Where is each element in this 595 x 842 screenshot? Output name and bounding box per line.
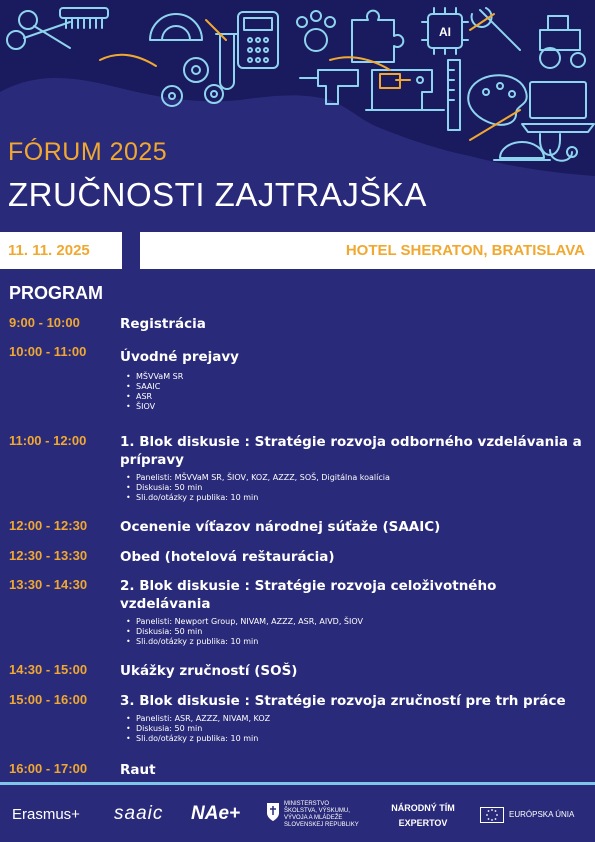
program-item-time: 9:00 - 10:00 <box>9 315 80 330</box>
detail-item: • ASR <box>124 392 584 402</box>
ministry-crest-icon <box>266 802 280 822</box>
erasmus-logo: Erasmus+ <box>12 806 80 823</box>
program-item-details <box>124 714 584 744</box>
ai-chip-label: AI <box>439 25 451 39</box>
team-line: EXPERTOV <box>398 818 448 828</box>
team-logo-text <box>383 801 463 831</box>
program-item-title: Obed (hotelová reštaurácia) <box>120 549 335 565</box>
program-item-title: Ukážky zručností (SOŠ) <box>120 663 298 679</box>
footer-divider <box>0 782 595 785</box>
program-item-title: Úvodné prejavy <box>120 349 239 365</box>
ministry-logo-text <box>284 801 359 829</box>
detail-item: • MŠVVaM SR <box>124 372 584 382</box>
program-item-time: 16:00 - 17:00 <box>9 761 88 776</box>
eu-flag-icon <box>480 807 504 823</box>
program-item-time: 12:00 - 12:30 <box>9 518 88 533</box>
detail-item: • Diskusia: 50 min <box>124 724 584 734</box>
tools-illustration-banner <box>0 0 595 200</box>
program-item-time: 10:00 - 11:00 <box>9 344 87 359</box>
program-item-title: 3. Blok diskusie : Stratégie rozvoja zručností pre trh práce <box>120 693 566 709</box>
main-title: ZRUČNOSTI ZAJTRAJŠKA <box>8 176 427 213</box>
program-item-time: 13:30 - 14:30 <box>9 577 88 592</box>
detail-item: • Panelisti: Newport Group, NIVAM, AZZZ, ASR, AIVD, ŠIOV <box>124 617 584 627</box>
detail-item: • ŠIOV <box>124 402 584 412</box>
program-item-details <box>124 473 584 503</box>
program-item-title: 2. Blok diskusie : Stratégie rozvoja celoživotného vzdelávania <box>120 578 497 612</box>
saaic-logo: saaic <box>114 803 164 824</box>
detail-item: • Sli.do/otázky z publika: 10 min <box>124 637 584 647</box>
event-date: 11. 11. 2025 <box>0 232 122 269</box>
program-heading: PROGRAM <box>9 283 103 303</box>
program-item-time: 14:30 - 15:00 <box>9 662 88 677</box>
program-item-title: Registrácia <box>120 316 206 332</box>
ministry-line: MINISTERSTVO <box>284 801 330 807</box>
program-item-time: 11:00 - 12:00 <box>9 433 87 448</box>
detail-item: • Diskusia: 50 min <box>124 627 584 637</box>
program-item-details <box>124 617 584 647</box>
program-item-title: 1. Blok diskusie : Stratégie rozvoja odborného vzdelávania a prípravy <box>120 434 582 468</box>
program-item-title: Raut <box>120 762 156 778</box>
program-item-title: Ocenenie víťazov národnej súťaže (SAAIC) <box>120 519 441 535</box>
program-item-time: 12:30 - 13:30 <box>9 548 88 563</box>
program-item-details <box>124 372 584 412</box>
detail-item: • Diskusia: 50 min <box>124 483 584 493</box>
ministry-line: VÝVOJA A MLÁDEŽE <box>284 815 343 821</box>
detail-item: • SAAIC <box>124 382 584 392</box>
team-line: NÁRODNÝ TÍM <box>391 803 455 813</box>
detail-item: • Panelisti: MŠVVaM SR, ŠIOV, KOZ, AZZZ, SOŠ, Digitálna koalícia <box>124 473 584 483</box>
nae-logo: NAe+ <box>191 803 241 824</box>
event-venue: HOTEL SHERATON, BRATISLAVA <box>140 232 595 269</box>
detail-item: • Sli.do/otázky z publika: 10 min <box>124 493 584 503</box>
eu-logo-text: EURÓPSKA ÚNIA <box>509 810 575 819</box>
ministry-line: SLOVENSKEJ REPUBLIKY <box>284 822 359 828</box>
detail-item: • Panelisti: ASR, AZZZ, NIVAM, KOZ <box>124 714 584 724</box>
detail-item: • Sli.do/otázky z publika: 10 min <box>124 734 584 744</box>
forum-label: FÓRUM 2025 <box>8 138 168 166</box>
ministry-line: ŠKOLSTVA, VÝSKUMU, <box>284 808 350 814</box>
program-item-time: 15:00 - 16:00 <box>9 692 88 707</box>
